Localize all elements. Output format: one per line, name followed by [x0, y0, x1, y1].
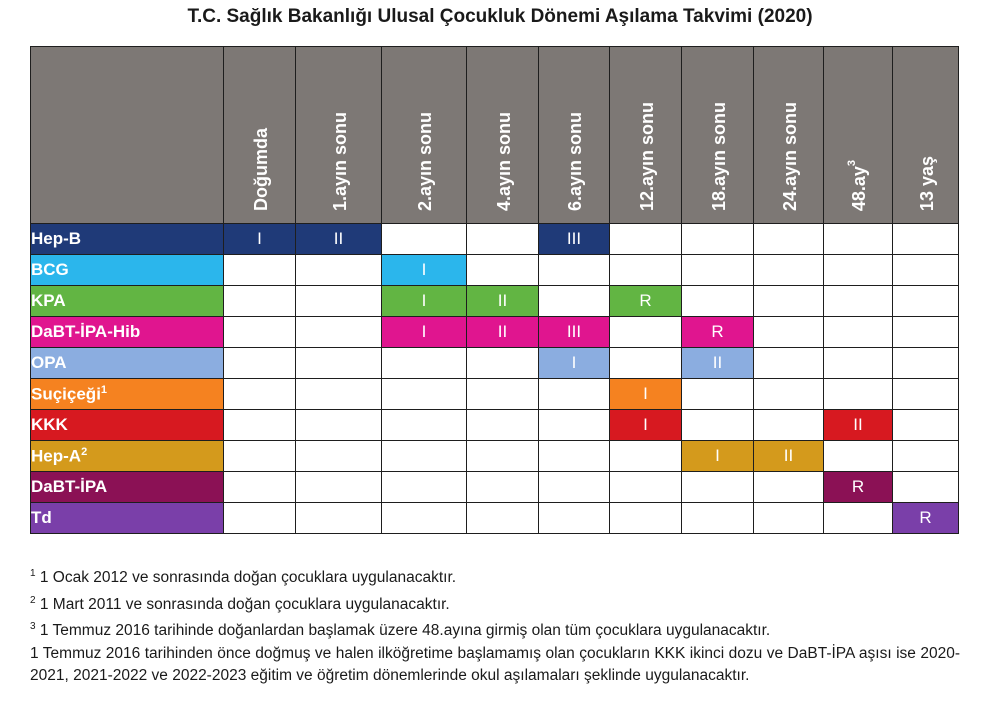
empty-cell [296, 286, 382, 317]
empty-cell [382, 379, 467, 410]
dose-cell: I [382, 286, 467, 317]
empty-cell [754, 503, 824, 534]
empty-cell [610, 255, 682, 286]
empty-cell [754, 472, 824, 503]
empty-cell [296, 348, 382, 379]
empty-cell [893, 348, 959, 379]
empty-cell [610, 503, 682, 534]
dose-cell: I [610, 379, 682, 410]
table-row [31, 317, 959, 348]
empty-cell [467, 472, 539, 503]
dose-cell: I [610, 410, 682, 441]
empty-cell [893, 317, 959, 348]
table-row [31, 472, 959, 503]
empty-cell [467, 503, 539, 534]
empty-cell [224, 410, 296, 441]
empty-cell [893, 410, 959, 441]
empty-cell [382, 224, 467, 255]
vaccine-label: OPA [31, 348, 224, 379]
footnote-1: $^1$ 1 Ocak 2012 ve sonrasında doğan çocuklara uygulanacaktır. [30, 568, 457, 587]
empty-cell [224, 286, 296, 317]
table-row [31, 441, 959, 472]
column-header: $48.ay^3$ [824, 47, 893, 224]
table-row [31, 286, 959, 317]
empty-cell [296, 317, 382, 348]
empty-cell [296, 472, 382, 503]
vaccine-label: BCG [31, 255, 224, 286]
empty-cell [224, 441, 296, 472]
empty-cell [682, 255, 754, 286]
dose-cell: R [610, 286, 682, 317]
dose-cell: I [539, 348, 610, 379]
dose-cell: II [467, 286, 539, 317]
empty-cell [467, 441, 539, 472]
empty-cell [893, 441, 959, 472]
empty-cell [754, 410, 824, 441]
column-header: 2.ayın sonu [382, 47, 467, 224]
table-row [31, 503, 959, 534]
empty-cell [224, 472, 296, 503]
dose-cell: II [682, 348, 754, 379]
empty-cell [539, 286, 610, 317]
column-header: Doğumda [224, 47, 296, 224]
footnote-2: $^2$ 1 Mart 2011 ve sonrasında doğan çocuklara uygulanacaktır. [30, 594, 450, 613]
empty-cell [382, 441, 467, 472]
empty-cell [682, 379, 754, 410]
empty-cell [467, 410, 539, 441]
empty-cell [539, 255, 610, 286]
dose-cell: I [382, 317, 467, 348]
dose-cell: II [467, 317, 539, 348]
empty-cell [824, 441, 893, 472]
empty-cell [893, 379, 959, 410]
empty-cell [893, 286, 959, 317]
dose-cell: II [296, 224, 382, 255]
empty-cell [682, 410, 754, 441]
empty-cell [296, 441, 382, 472]
empty-cell [296, 503, 382, 534]
column-header: 12.ayın sonu [610, 47, 682, 224]
dose-cell: I [682, 441, 754, 472]
footnote-4: 1 Temmuz 2016 tarihinden önce doğmuş ve halen ilköğretime başlamamış olan çocukların KKK ikinci dozu ve DaBT-İPA aşısı ise 2020-2021, 2021-2022 ve 2022-2023 eğitim ve öğretim dönemlerinde okul aşılamaları şeklinde uygulanacaktır. [30, 644, 960, 685]
empty-cell [893, 224, 959, 255]
empty-cell [824, 348, 893, 379]
empty-cell [754, 286, 824, 317]
empty-cell [296, 379, 382, 410]
vaccine-label: DaBT-İPA [31, 472, 224, 503]
empty-cell [682, 224, 754, 255]
empty-cell [224, 348, 296, 379]
empty-cell [224, 317, 296, 348]
table-row [31, 348, 959, 379]
dose-cell: R [824, 472, 893, 503]
empty-cell [754, 379, 824, 410]
empty-cell [224, 503, 296, 534]
column-header: 24.ayın sonu [754, 47, 824, 224]
footnote-3: $^3$ 1 Temmuz 2016 tarihinde doğanlardan başlamak üzere 48.ayına girmiş olan tüm çocuklara uygulanacaktır. [30, 621, 771, 640]
empty-cell [824, 317, 893, 348]
empty-cell [382, 410, 467, 441]
dose-cell: II [754, 441, 824, 472]
schedule-body [31, 224, 959, 534]
empty-cell [893, 472, 959, 503]
empty-cell [296, 255, 382, 286]
empty-cell [610, 441, 682, 472]
empty-cell [382, 348, 467, 379]
vaccination-schedule-table [30, 46, 959, 534]
empty-cell [467, 224, 539, 255]
empty-cell [824, 379, 893, 410]
empty-cell [224, 255, 296, 286]
empty-cell [824, 255, 893, 286]
page-title: T.C. Sağlık Bakanlığı Ulusal Çocukluk Dönemi Aşılama Takvimi (2020) [187, 6, 813, 27]
header-row [31, 47, 959, 224]
dose-cell: III [539, 224, 610, 255]
empty-cell [539, 410, 610, 441]
vaccine-label: Hep-$A^2$ [31, 441, 224, 472]
table-row [31, 410, 959, 441]
empty-cell [754, 348, 824, 379]
dose-cell: R [893, 503, 959, 534]
column-header: 18.ayın sonu [682, 47, 754, 224]
empty-cell [382, 472, 467, 503]
column-header: 4.ayın sonu [467, 47, 539, 224]
header-corner-cell [31, 47, 224, 224]
vaccine-label: Td [31, 503, 224, 534]
empty-cell [467, 379, 539, 410]
vaccine-label: Hep-B [31, 224, 224, 255]
dose-cell: I [224, 224, 296, 255]
vaccine-label: Suçiçeği$^1$ [31, 379, 224, 410]
empty-cell [824, 503, 893, 534]
empty-cell [682, 286, 754, 317]
column-header: 13 yaş [893, 47, 959, 224]
empty-cell [610, 472, 682, 503]
table-row [31, 379, 959, 410]
dose-cell: R [682, 317, 754, 348]
footnotes [30, 563, 960, 688]
table-row [31, 255, 959, 286]
empty-cell [539, 503, 610, 534]
empty-cell [224, 379, 296, 410]
empty-cell [754, 224, 824, 255]
empty-cell [539, 441, 610, 472]
empty-cell [539, 472, 610, 503]
column-header: 6.ayın sonu [539, 47, 610, 224]
empty-cell [893, 255, 959, 286]
empty-cell [610, 317, 682, 348]
empty-cell [467, 348, 539, 379]
vaccine-label: KKK [31, 410, 224, 441]
table-row [31, 224, 959, 255]
empty-cell [382, 503, 467, 534]
dose-cell: I [382, 255, 467, 286]
empty-cell [610, 348, 682, 379]
empty-cell [296, 410, 382, 441]
column-header: 1.ayın sonu [296, 47, 382, 224]
dose-cell: III [539, 317, 610, 348]
empty-cell [610, 224, 682, 255]
empty-cell [682, 472, 754, 503]
empty-cell [754, 317, 824, 348]
empty-cell [754, 255, 824, 286]
empty-cell [682, 503, 754, 534]
empty-cell [467, 255, 539, 286]
empty-cell [824, 224, 893, 255]
vaccine-label: KPA [31, 286, 224, 317]
empty-cell [824, 286, 893, 317]
empty-cell [539, 379, 610, 410]
vaccine-label: DaBT-İPA-Hib [31, 317, 224, 348]
dose-cell: II [824, 410, 893, 441]
